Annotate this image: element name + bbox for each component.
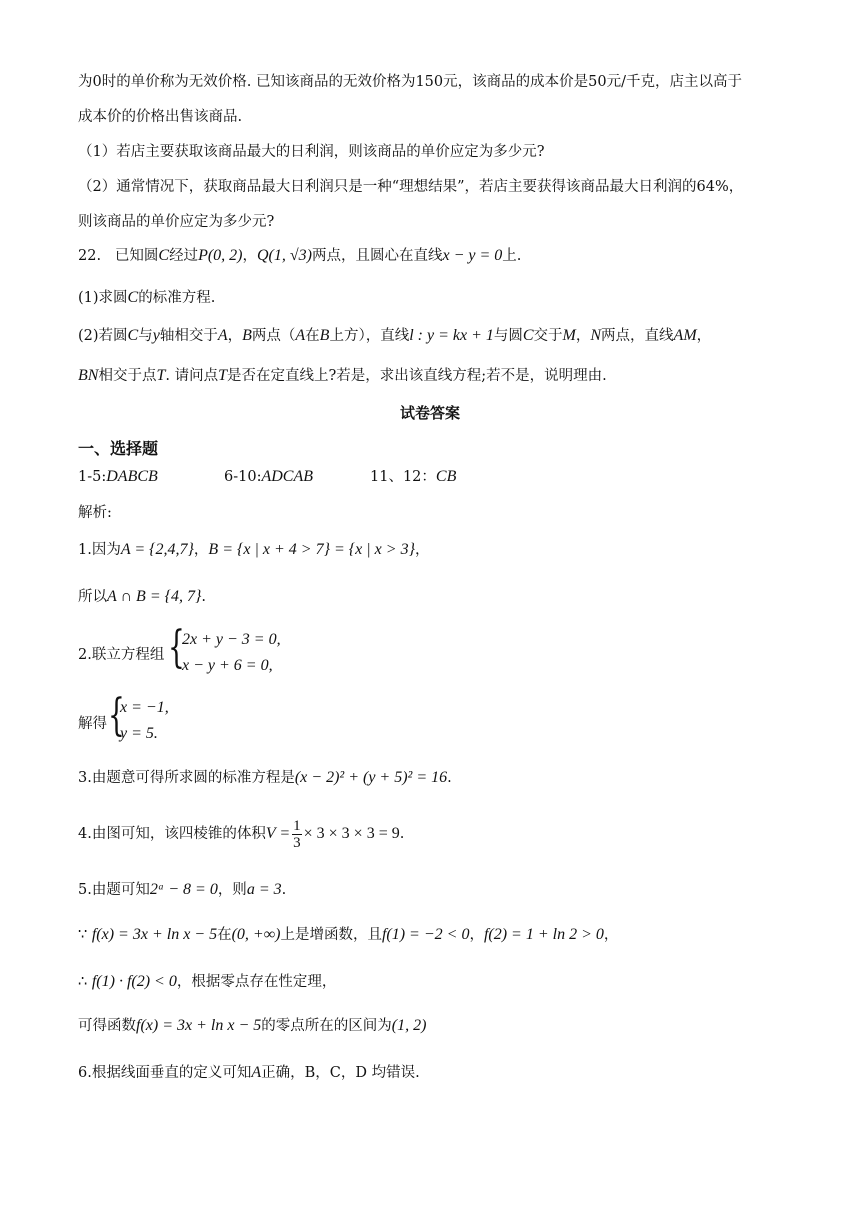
math-a-value: a = 3 [246, 881, 282, 898]
solution-6 [78, 1063, 420, 1083]
intro-line-1: 为0时的单价称为无效价格. 已知该商品的无效价格为150元，该商品的成本价是50元/千克，店主以高于 [78, 74, 742, 90]
math-N: N [590, 327, 602, 344]
q22-text: 在 [305, 328, 320, 344]
q22-text: 是否在定直线上?若是，求出该直线方程;若不是，说明理由. [226, 368, 607, 384]
q22-text: 两点，且圆心在直线 [312, 248, 443, 264]
solution-text: 3.由题意可得所求圆的标准方程是 [78, 770, 295, 786]
math-circle-equation: (x − 2)² + (y + 5)² = 16 [294, 769, 448, 786]
math-V: V = [265, 825, 291, 842]
answer-group: ADCAB [261, 468, 314, 485]
q22-stem [78, 246, 521, 266]
fraction [292, 818, 302, 851]
solution-text: 1.因为 [78, 542, 121, 558]
answer-label: 11、12： [370, 469, 436, 485]
q22-text: 上. [502, 248, 522, 264]
q22-text: 与圆 [493, 328, 523, 344]
answer-key-row [224, 467, 313, 487]
math-T: T [218, 367, 227, 384]
solution-text: ， [414, 542, 430, 558]
math-f1: f(1) = −2 < 0 [381, 926, 470, 943]
solution-text: . [447, 770, 452, 786]
q22-text: 轴相交于 [159, 328, 218, 344]
math-line-equation: x − y = 0 [442, 247, 503, 264]
solution-text: 上是增函数，且 [280, 927, 382, 943]
q22-text: 两点（ [251, 328, 296, 344]
math-product: f(1) · f(2) < 0 [91, 973, 177, 990]
solution-text: ，则 [217, 882, 247, 898]
q22-text: 上方），直线 [329, 328, 410, 344]
equation-row: 2x + y − 3 = 0, [182, 631, 281, 648]
answer-group: DABCB [106, 468, 158, 485]
q22-text: 交于 [533, 328, 563, 344]
q22-text: . 请问点 [165, 368, 219, 384]
math-intersection: A ∩ B = {4, 7} [107, 588, 202, 605]
math-M: M [562, 327, 576, 344]
solution-text: 4.由图可知，该四棱锥的体积 [78, 826, 266, 842]
math-BN: BN [78, 367, 99, 384]
math-function: f(x) = 3x + ln x − 5 [91, 926, 218, 943]
equation-row: x = −1, [120, 699, 169, 716]
solution-text: . [281, 882, 287, 898]
q22-text: ， [227, 328, 243, 344]
solution-1-line1 [78, 540, 429, 560]
q22-text: ， [696, 328, 712, 344]
solution-text: ， [469, 927, 484, 943]
solution-text: 所以 [78, 589, 107, 605]
math-A: A [295, 327, 306, 344]
answer-title: 试卷答案 [399, 404, 460, 422]
math-C: C [127, 327, 139, 344]
math-C: C [127, 289, 139, 306]
intro-line-2: 成本价的价格出售该商品. [78, 109, 243, 125]
brace-symbol: { [108, 690, 125, 741]
because-symbol: ∵ [78, 927, 88, 943]
q22-text: 与 [138, 328, 153, 344]
solution-text: 正确，B，C，D 均错误. [261, 1065, 420, 1081]
solution-text: ， [193, 542, 209, 558]
solution-1-line2 [78, 587, 206, 607]
solution-text: 的零点所在的区间为 [261, 1018, 392, 1034]
q21-part2-line2: 则该商品的单价应定为多少元? [78, 214, 275, 230]
solution-text: 在 [217, 927, 232, 943]
q21-part2-line1: （2）通常情况下，获取商品最大日利润只是一种“理想结果”，若店主要获得该商品最大日利润的64%， [78, 179, 744, 195]
q22-text: 相交于点 [98, 368, 157, 384]
solution-3 [78, 768, 452, 788]
q22-text: (1)求圆 [78, 290, 128, 306]
q22-number: 22. [78, 248, 102, 264]
solution-5-line1 [78, 880, 286, 900]
solution-text: . [201, 589, 207, 605]
math-point-P: P(0, 2) [198, 247, 243, 264]
math-point-Q: Q(1, √3) [257, 247, 312, 264]
q22-part2-line2 [78, 366, 607, 386]
math-T: T [156, 367, 166, 384]
q22-part2-line1 [78, 326, 711, 346]
math-y: y [152, 327, 160, 344]
solution-2-result-label: 解得 [78, 716, 107, 732]
solution-text: ， [603, 927, 619, 943]
math-interval: (1, 2) [391, 1017, 427, 1034]
solution-text: ，根据零点存在性定理， [176, 974, 337, 990]
q22-text: 两点，直线 [601, 328, 674, 344]
math-AM: AM [673, 327, 697, 344]
section-heading: 一、选择题 [78, 439, 159, 458]
math-exponent-eq: 2ᵃ − 8 = 0 [149, 881, 218, 898]
q22-text: ， [242, 248, 257, 264]
answer-key-row [370, 467, 456, 487]
solution-5-line3 [78, 972, 336, 992]
answer-key-row [78, 467, 158, 487]
solution-text: . [399, 826, 405, 842]
q22-text: 已知圆 [114, 248, 159, 264]
answer-group: CB [435, 468, 457, 485]
q22-text: 的标准方程. [138, 290, 216, 306]
answer-label: 6-10: [224, 469, 262, 485]
math-B: B [319, 327, 330, 344]
math-C: C [522, 327, 534, 344]
q22-part1 [78, 288, 215, 308]
q22-text: 经过 [169, 248, 199, 264]
math-B: B [242, 327, 252, 344]
q22-text: (2)若圆 [78, 328, 128, 344]
solution-2-label: 2.联立方程组 [78, 647, 165, 663]
analysis-label: 解析: [78, 505, 112, 521]
fraction-numerator: 1 [293, 817, 301, 834]
q22-text: ， [575, 328, 591, 344]
math-volume: × 3 × 3 × 3 = 9 [303, 825, 400, 842]
brace-symbol: { [168, 622, 185, 673]
q21-part1: （1）若店主要获取该商品最大的日利润，则该商品的单价应定为多少元? [78, 144, 545, 160]
math-interval: (0, +∞) [231, 926, 281, 943]
equation-row: x − y + 6 = 0, [182, 657, 273, 674]
solution-text: 可得函数 [78, 1018, 136, 1034]
math-set-B: B = {x | x + 4 > 7} = {x | x > 3} [208, 541, 415, 558]
math-A: A [217, 327, 228, 344]
math-function: f(x) = 3x + ln x − 5 [136, 1017, 262, 1034]
solution-text: 5.由题可知 [78, 882, 150, 898]
solution-5-line4 [78, 1016, 426, 1036]
solution-4 [78, 814, 404, 854]
therefore-symbol: ∴ [78, 974, 88, 990]
math-C: C [158, 247, 170, 264]
math-line-l: l : y = kx + 1 [409, 327, 494, 344]
math-f2: f(2) = 1 + ln 2 > 0 [483, 926, 604, 943]
solution-5-line2 [78, 925, 618, 945]
answer-label: 1-5: [78, 469, 107, 485]
fraction-denominator: 3 [293, 834, 301, 851]
math-set-A: A = {2,4,7} [120, 541, 194, 558]
solution-text: 6.根据线面垂直的定义可知 [78, 1065, 252, 1081]
math-A: A [251, 1064, 262, 1081]
equation-row: y = 5. [120, 725, 158, 742]
